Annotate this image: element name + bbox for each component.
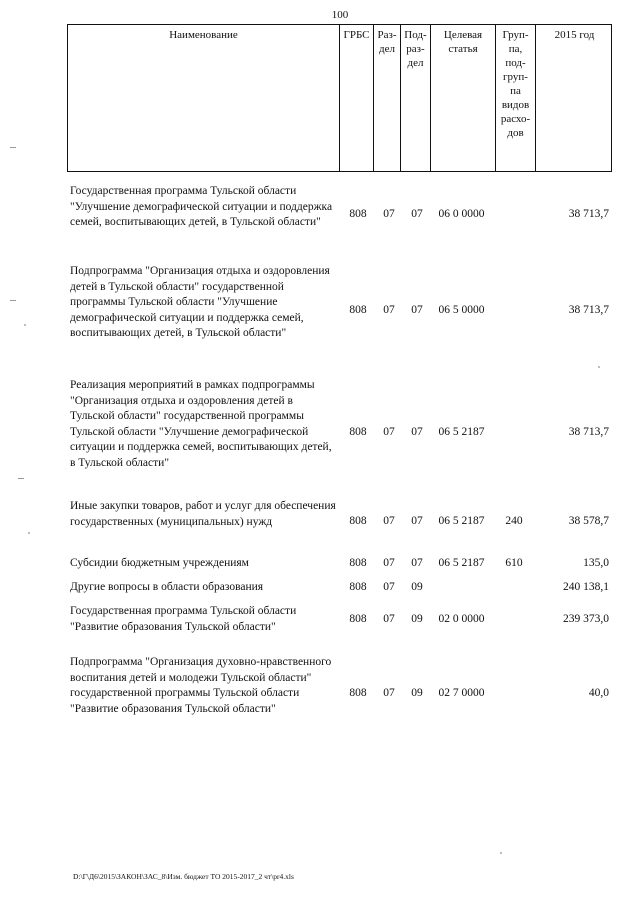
row-celevaya: 06 5 2187: [438, 426, 485, 438]
row-razdel: 07: [383, 426, 395, 438]
row-amount: 239 373,0: [563, 613, 609, 625]
scan-dot: [598, 366, 600, 368]
row-celevaya: 06 5 2187: [438, 557, 485, 569]
row-name: Подпрограмма "Организация духовно-нравственного воспитания детей и молодежи Тульской области" государственной программы Тульской области "Развитие образования Тульской области": [70, 656, 332, 715]
row-gruppa: 610: [505, 557, 523, 569]
header-grbs: ГРБС: [340, 25, 374, 171]
row-grbs: 808: [349, 426, 367, 438]
header-razdel: Раз- дел: [374, 25, 401, 171]
row-grbs: 808: [349, 515, 367, 527]
row-podrazdel: 09: [411, 687, 423, 699]
row-grbs: 808: [349, 581, 367, 593]
row-podrazdel: 07: [411, 304, 423, 316]
row-name: Субсидии бюджетным учреждениям: [70, 557, 249, 569]
row-razdel: 07: [383, 304, 395, 316]
row-razdel: 07: [383, 613, 395, 625]
scan-mark: [10, 147, 16, 148]
row-name: Государственная программа Тульской области "Развитие образования Тульской области": [70, 605, 297, 633]
row-name: Подпрограмма "Организация отдыха и оздоровления детей в Тульской области" государственной программы Тульской области "Улучшение демографической ситуации и поддержка семей, воспитывающих детей, в Тульской области": [70, 265, 330, 339]
row-podrazdel: 07: [411, 557, 423, 569]
row-name: Иные закупки товаров, работ и услуг для обеспечения государственных (муниципальных) нужд: [70, 500, 336, 528]
header-year: 2015 год: [554, 29, 595, 41]
scan-dot: [28, 532, 30, 534]
row-celevaya: 06 5 0000: [438, 304, 485, 316]
row-amount: 38 713,7: [568, 208, 609, 220]
row-grbs: 808: [349, 687, 367, 699]
row-name: Государственная программа Тульской области "Улучшение демографической ситуации и поддержка семей, воспитывающих детей, в Тульской области": [70, 185, 333, 228]
file-path-footer: D:\Г\Д6\2015\ЗАКОН\ЗАС_8\Изм. бюджет ТО 2015-2017_2 чт\pr4.xls: [73, 872, 294, 881]
scan-dot: [24, 324, 26, 326]
row-amount: 38 578,7: [568, 515, 609, 527]
row-grbs: 808: [349, 304, 367, 316]
row-podrazdel: 09: [411, 613, 423, 625]
row-name: Другие вопросы в области образования: [70, 581, 264, 593]
row-celevaya: 06 0 0000: [438, 208, 485, 220]
row-amount: 240 138,1: [563, 581, 609, 593]
header-gruppa: Груп- па, под- груп- па видов расхо- дов: [496, 25, 536, 171]
header-name: Наименование: [68, 25, 340, 171]
row-celevaya: 06 5 2187: [438, 515, 485, 527]
row-gruppa: 240: [505, 515, 523, 527]
row-amount: 38 713,7: [568, 304, 609, 316]
row-podrazdel: 07: [411, 426, 423, 438]
row-podrazdel: 09: [411, 581, 423, 593]
scan-mark: [10, 300, 16, 301]
scan-mark: [18, 478, 24, 479]
scan-dot: [500, 852, 502, 854]
row-celevaya: 02 7 0000: [438, 687, 485, 699]
row-razdel: 07: [383, 208, 395, 220]
row-razdel: 07: [383, 581, 395, 593]
row-podrazdel: 07: [411, 208, 423, 220]
row-grbs: 808: [349, 208, 367, 220]
row-amount: 38 713,7: [568, 426, 609, 438]
header-celevaya: Целевая статья: [431, 25, 496, 171]
row-razdel: 07: [383, 687, 395, 699]
table-header: [67, 24, 612, 172]
row-grbs: 808: [349, 613, 367, 625]
row-razdel: 07: [383, 557, 395, 569]
row-amount: 135,0: [583, 557, 609, 569]
row-podrazdel: 07: [411, 515, 423, 527]
row-celevaya: 02 0 0000: [438, 613, 485, 625]
row-razdel: 07: [383, 515, 395, 527]
page-number: 100: [331, 9, 349, 21]
header-podrazdel: Под- раз- дел: [401, 25, 431, 171]
row-grbs: 808: [349, 557, 367, 569]
row-name: Реализация мероприятий в рамках подпрограммы "Организация отдыха и оздоровления детей в Тульской области" государственной программы Тульской области "Улучшение демографической ситуации и поддержка семей, воспитывающих детей, в Тульской области": [70, 379, 332, 469]
row-amount: 40,0: [588, 687, 609, 699]
